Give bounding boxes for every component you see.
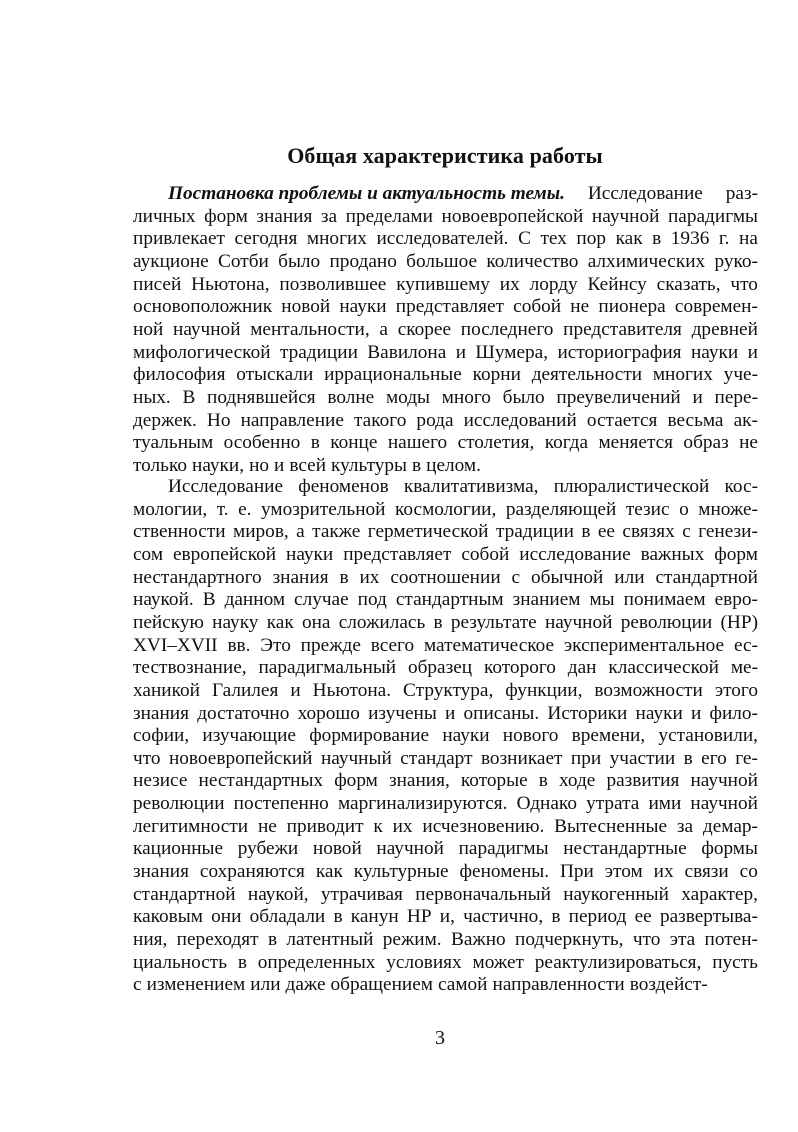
text-line: основоположник новой науки представляет собой не пионера современ- (133, 296, 758, 318)
page-title: Общая характеристика работы (287, 143, 603, 168)
text-line: XVI–XVII вв. Это прежде всего математическое экспериментальное ес- (133, 634, 758, 656)
text-line: ханикой Галилея и Ньютона. Структура, функции, возможности этого (133, 679, 758, 701)
text-line: ной научной ментальности, а скорее последнего представителя древней (133, 318, 758, 340)
text-line: тествознание, парадигмальный образец которого дан классической ме- (133, 657, 758, 679)
text-line: каковым они обладали в канун НР и, частично, в период ее развертыва- (133, 906, 758, 928)
text-line: знания достаточно хорошо изучены и описаны. Историки науки и фило- (133, 702, 758, 724)
text-line: легитимности не приводит к их исчезновению. Вытесненные за демар- (133, 815, 758, 837)
text-line: революции постепенно маргинализируются. Однако утрата ими научной (133, 793, 758, 815)
text-line: пейскую науку как она сложилась в результате научной революции (НР) (133, 611, 758, 633)
text-line: циальность в определенных условиях может реактулизироваться, пусть (133, 951, 758, 973)
text-line: привлекает сегодня многих исследователей. С тех пор как в 1936 г. на (133, 228, 758, 250)
text-line: личных форм знания за пределами новоевропейской научной парадигмы (133, 205, 758, 227)
text-line: только науки, но и всей культуры в целом. (133, 454, 481, 476)
text-line: мифологической традиции Вавилона и Шумера, историография науки и (133, 341, 758, 363)
text-line: Исследование феноменов квалитативизма, плюралистической кос- (168, 476, 758, 497)
text-line: знания сохраняются как культурные феномены. При этом их связи со (133, 861, 758, 883)
text-line: мологии, т. е. умозрительной космологии, разделяющей тезис о множе- (133, 498, 758, 520)
text-line: ных. В поднявшейся волне моды много было преувеличений и пере- (133, 386, 758, 408)
runin-heading: Постановка проблемы и актуальность темы. (168, 183, 565, 204)
text-line: писей Ньютона, позволившее купившему их лорду Кейнсу сказать, что (133, 273, 758, 295)
text-line: ния, переходят в латентный режим. Важно подчеркнуть, что эта потен- (133, 929, 758, 950)
text-line: Постановка проблемы и актуальность темы. Исследование раз- (168, 183, 758, 204)
text-line: наукой. В данном случае под стандартным знанием мы понимаем евро- (133, 589, 758, 611)
text-line: сом европейской науки представляет собой исследование важных форм (133, 543, 758, 565)
text-line: незисе нестандартных форм знания, которые в ходе развития научной (133, 770, 758, 792)
text-line: аукционе Сотби было продано большое количество алхимических руко- (133, 250, 758, 272)
text-line: ственности миров, а также герметической традиции в ее связях с генези- (133, 521, 758, 543)
text-line: держек. Но направление такого рода исследований остается весьма ак- (133, 409, 758, 431)
text-line: нестандартного знания в их соотношении с обычной или стандартной (133, 566, 758, 588)
text-line: стандартной наукой, утрачивая первоначальный наукогенный характер, (133, 883, 758, 905)
text-line: кационные рубежи новой научной парадигмы нестандартные формы (133, 838, 758, 860)
text-line: софии, изучающие формирование науки нового времени, установили, (133, 725, 758, 747)
text-line: философия отыскали иррациональные корни деятельности многих уче- (133, 364, 758, 386)
page-number: 3 (435, 1027, 445, 1049)
text-line: с изменением или даже обращением самой направленности воздейст- (133, 974, 708, 996)
text-line: что новоевропейский научный стандарт возникает при участии в его ге- (133, 747, 758, 769)
text-line: туальным особенно в конце нашего столетия, когда меняется образ не (133, 432, 758, 454)
